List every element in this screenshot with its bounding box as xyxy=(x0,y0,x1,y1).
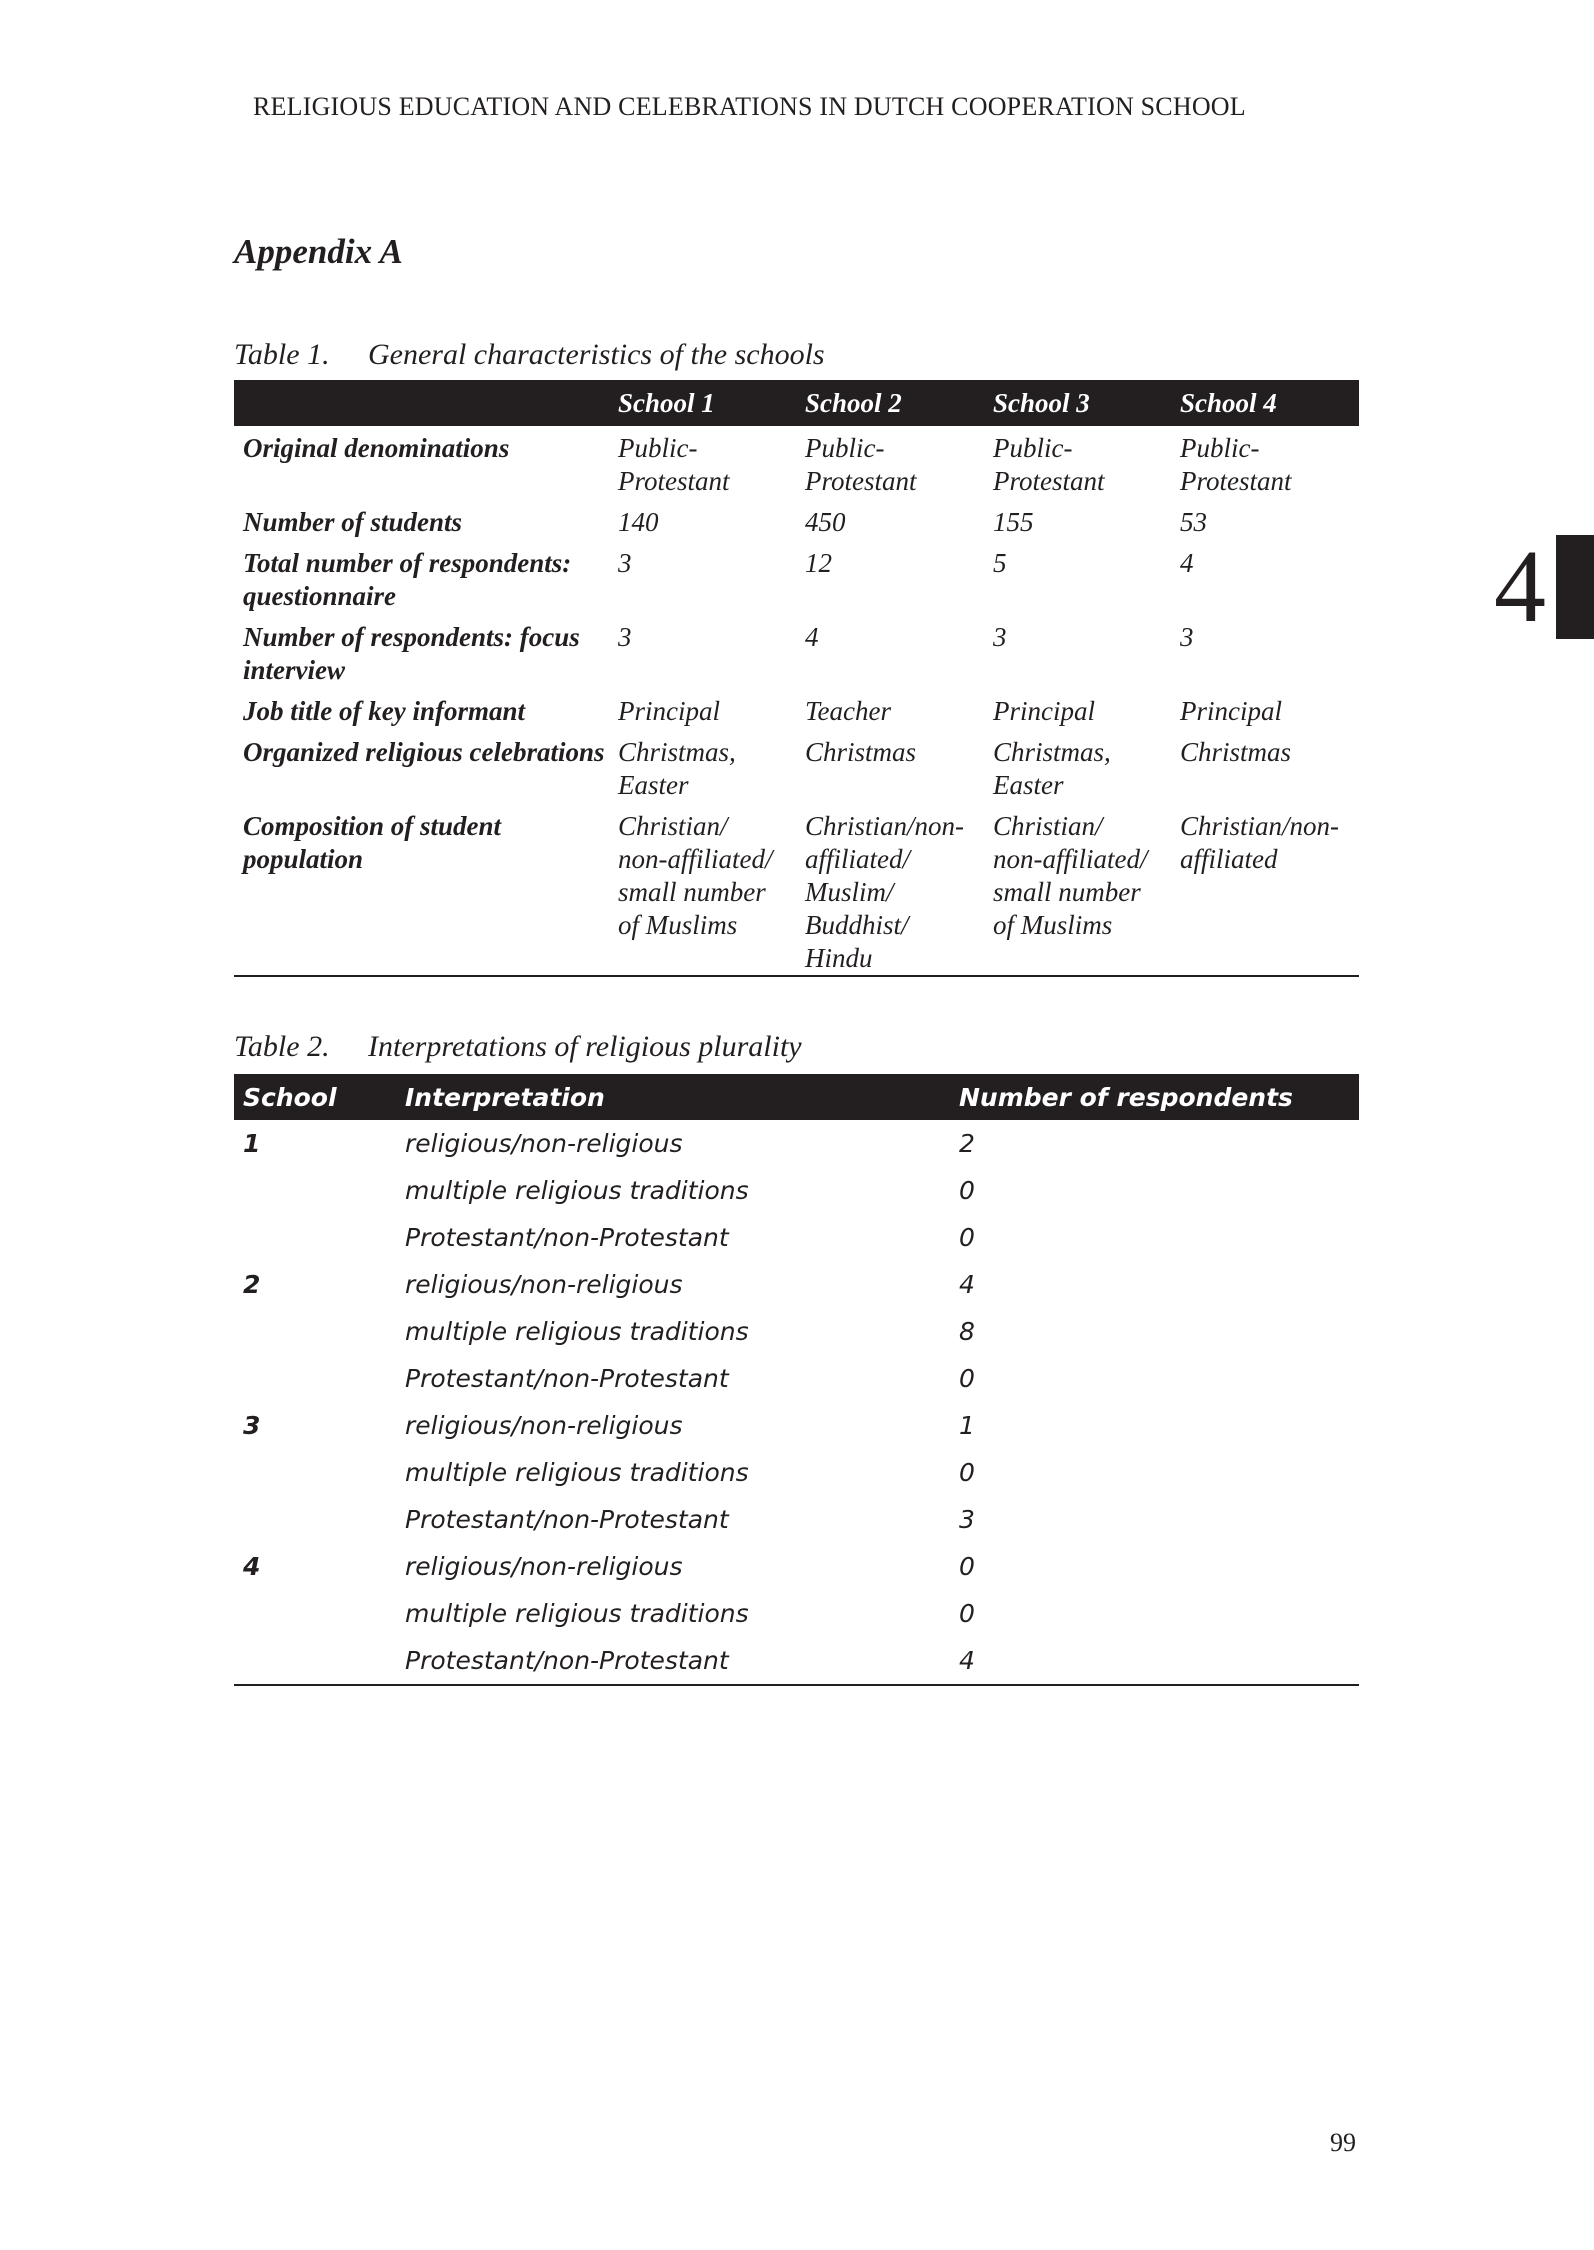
table1-cell: 4 xyxy=(1180,548,1194,578)
table2-interpretation: religious/non-religious xyxy=(405,1270,683,1299)
chapter-tab-marker xyxy=(1556,535,1594,639)
table2-school: 2 xyxy=(243,1270,261,1299)
table2-count: 3 xyxy=(959,1505,975,1534)
table1-row-label: Total number of respondents: questionnaire xyxy=(243,548,572,611)
table1-cell: Teacher xyxy=(805,696,891,726)
table2-count: 0 xyxy=(959,1552,975,1581)
table2-count: 0 xyxy=(959,1223,975,1252)
table2-school xyxy=(234,1449,396,1496)
running-header: RELIGIOUS EDUCATION AND CELEBRATIONS IN DUTCH COOPERATION SCHOOL xyxy=(253,92,1246,121)
table2-count: 4 xyxy=(959,1270,975,1299)
chapter-number: 4 xyxy=(1494,529,1546,644)
table2-row xyxy=(234,1167,1359,1214)
table1-caption xyxy=(234,338,825,372)
table1-cell: Christmas xyxy=(805,737,917,767)
table2-row xyxy=(234,1590,1359,1637)
table1-caption-text: General characteristics of the schools xyxy=(368,338,825,371)
table1-header-school4: School 4 xyxy=(1171,380,1359,426)
table1-cell: 3 xyxy=(1180,622,1194,652)
table2-interpretation: religious/non-religious xyxy=(405,1411,683,1440)
table2-interpretation: religious/non-religious xyxy=(405,1129,683,1158)
table1-cell: Public- Protestant xyxy=(805,433,917,496)
table2-row xyxy=(234,1402,1359,1449)
table2-interpretation: multiple religious traditions xyxy=(405,1317,749,1346)
table2-row xyxy=(234,1543,1359,1590)
table1-header-row xyxy=(234,380,1359,426)
table1-cell: Christmas, Easter xyxy=(618,737,736,800)
table1-cell: 3 xyxy=(618,548,632,578)
table1-row xyxy=(234,615,1359,689)
table2-school xyxy=(234,1590,396,1637)
table1-cell: 155 xyxy=(993,507,1034,537)
table2-row xyxy=(234,1449,1359,1496)
table1-cell: 450 xyxy=(805,507,846,537)
table1-row xyxy=(234,730,1359,804)
table2-row xyxy=(234,1214,1359,1261)
table2-interpretation: Protestant/non-Protestant xyxy=(405,1223,729,1252)
table1-cell: 5 xyxy=(993,548,1007,578)
table2-header-row xyxy=(234,1074,1359,1120)
table2-school xyxy=(234,1355,396,1402)
table2-school xyxy=(234,1308,396,1355)
table1-header-school1: School 1 xyxy=(609,380,796,426)
table1-cell: Christmas xyxy=(1180,737,1292,767)
table2-school xyxy=(234,1167,396,1214)
table1-cell: 4 xyxy=(805,622,819,652)
table1-cell: 12 xyxy=(805,548,832,578)
table2-count: 1 xyxy=(959,1411,975,1440)
table1-row xyxy=(234,689,1359,730)
table1-cell: Christian/ non-affiliated/ small number of Muslims xyxy=(993,811,1148,940)
table2-count: 4 xyxy=(959,1646,975,1675)
table2-header-interpretation: Interpretation xyxy=(396,1074,950,1120)
table1-row xyxy=(234,500,1359,541)
table1-row-label: Composition of student population xyxy=(243,811,502,874)
table2-school: 4 xyxy=(243,1552,261,1581)
table2-row xyxy=(234,1355,1359,1402)
table1-row-label: Original denominations xyxy=(243,433,510,463)
table2-count: 2 xyxy=(959,1129,975,1158)
table1-cell: Christmas, Easter xyxy=(993,737,1111,800)
table1-row-label: Number of respondents: focus interview xyxy=(243,622,580,685)
table2-interpretation: Protestant/non-Protestant xyxy=(405,1364,729,1393)
table1-row xyxy=(234,426,1359,500)
table1-caption-number: Table 1. xyxy=(234,338,330,371)
table2-interpretation: multiple religious traditions xyxy=(405,1458,749,1487)
table1-cell: 3 xyxy=(993,622,1007,652)
table1-row xyxy=(234,541,1359,615)
table2-school: 3 xyxy=(243,1411,261,1440)
table2-interpretation: multiple religious traditions xyxy=(405,1176,749,1205)
table1-cell: Christian/non- affiliated/ Muslim/ Buddhist/ Hindu xyxy=(805,811,965,973)
table2-count: 0 xyxy=(959,1458,975,1487)
table2-caption xyxy=(234,1030,802,1064)
table1-cell: 53 xyxy=(1180,507,1207,537)
table2-row xyxy=(234,1496,1359,1543)
table1-cell: Christian/ non-affiliated/ small number of Muslims xyxy=(618,811,773,940)
table1-cell: Principal xyxy=(1180,696,1282,726)
table2-header-respondents: Number of respondents xyxy=(950,1074,1359,1120)
table2-row xyxy=(234,1261,1359,1308)
table1-cell: 3 xyxy=(618,622,632,652)
table1-cell: Public- Protestant xyxy=(993,433,1105,496)
table2-school xyxy=(234,1214,396,1261)
table2-count: 0 xyxy=(959,1364,975,1393)
table2-row xyxy=(234,1120,1359,1167)
table2-header-school: School xyxy=(234,1074,396,1120)
table2-school xyxy=(234,1637,396,1685)
table1-cell: Principal xyxy=(618,696,720,726)
table2-interpretation: Protestant/non-Protestant xyxy=(405,1646,729,1675)
table2-count: 8 xyxy=(959,1317,975,1346)
table1-row-label: Number of students xyxy=(243,507,463,537)
table2-count: 0 xyxy=(959,1599,975,1628)
table1-general-characteristics xyxy=(234,380,1359,977)
table1-header-school3: School 3 xyxy=(984,380,1171,426)
table1-cell: 140 xyxy=(618,507,659,537)
table2-interpretation: Protestant/non-Protestant xyxy=(405,1505,729,1534)
table2-interpretation: multiple religious traditions xyxy=(405,1599,749,1628)
table2-interpretations xyxy=(234,1074,1359,1686)
table1-cell: Public- Protestant xyxy=(618,433,730,496)
appendix-title: Appendix A xyxy=(234,232,403,271)
table1-row-label: Job title of key informant xyxy=(243,696,525,726)
table1-header-blank xyxy=(234,380,609,426)
table1-header-school2: School 2 xyxy=(796,380,984,426)
table1-row-label: Organized religious celebrations xyxy=(243,737,605,767)
table1-cell: Principal xyxy=(993,696,1095,726)
table2-count: 0 xyxy=(959,1176,975,1205)
table2-interpretation: religious/non-religious xyxy=(405,1552,683,1581)
table2-row xyxy=(234,1308,1359,1355)
table2-school xyxy=(234,1496,396,1543)
table2-row xyxy=(234,1637,1359,1685)
page-number: 99 xyxy=(1330,2128,1356,2157)
table1-cell: Public- Protestant xyxy=(1180,433,1292,496)
table2-caption-text: Interpretations of religious plurality xyxy=(368,1030,802,1063)
table1-cell: Christian/non- affiliated xyxy=(1180,811,1340,874)
table1-row xyxy=(234,804,1359,976)
table2-school: 1 xyxy=(243,1129,261,1158)
table2-caption-number: Table 2. xyxy=(234,1030,330,1063)
